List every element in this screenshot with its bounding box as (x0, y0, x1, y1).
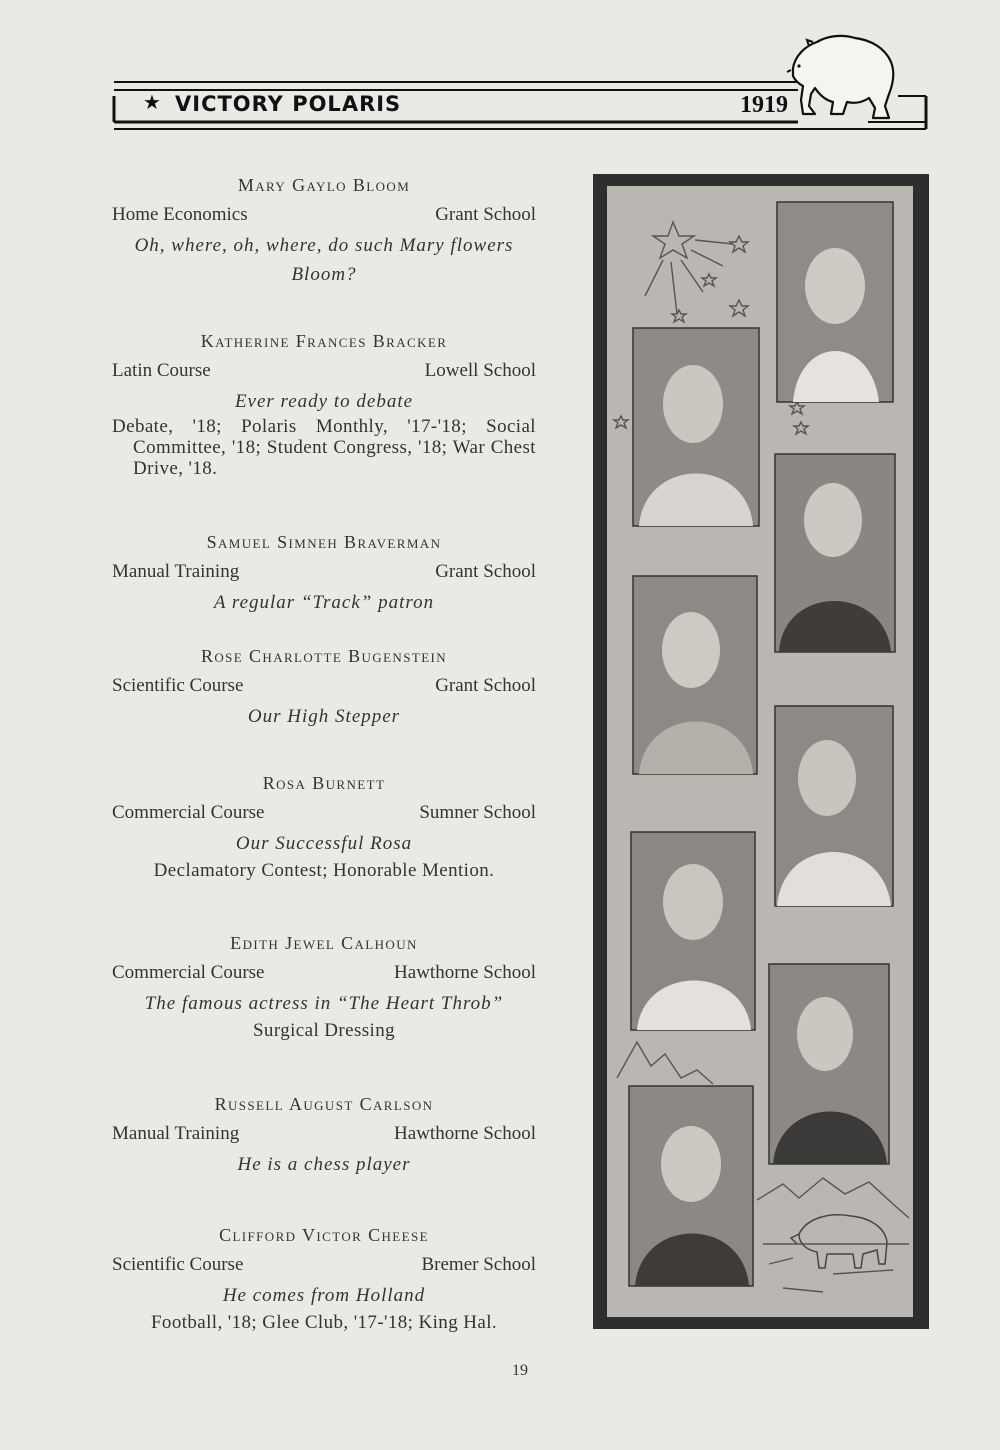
portrait-photo (631, 832, 755, 1030)
senior-entry (112, 532, 536, 617)
course-school-row (112, 802, 536, 823)
course-school-row (112, 962, 536, 983)
portrait-photo (769, 964, 889, 1164)
motto (112, 1150, 536, 1179)
course: Home Economics (112, 204, 248, 225)
activities: Debate, '18; Polaris Monthly, '17-'18; Social Committee, '18; Student Congress, '18; War Chest Drive, '18. (112, 416, 536, 479)
motto (112, 989, 536, 1018)
activities: Declamatory Contest; Honorable Mention. (153, 860, 495, 881)
school: Hawthorne School (394, 1123, 536, 1144)
portrait-photo (777, 202, 893, 402)
activities: Football, '18; Glee Club, '17-'18; King Hal. (150, 1312, 498, 1333)
motto-line: Our High Stepper (247, 706, 401, 727)
senior-name: Mary Gaylo Bloom (237, 175, 411, 195)
senior-entry (112, 1094, 536, 1179)
motto-line: Ever ready to debate (234, 391, 414, 412)
star-icon: ★ (143, 90, 161, 114)
senior-entry (112, 646, 536, 731)
portrait-photo (775, 454, 895, 652)
motto-line: He is a chess player (237, 1154, 411, 1175)
course: Manual Training (112, 561, 240, 582)
course: Latin Course (112, 360, 211, 381)
portrait-photo (629, 1086, 753, 1286)
course-school-row (112, 675, 536, 696)
motto-line: Oh, where, oh, where, do such Mary flowers (134, 235, 514, 256)
senior-name: Samuel Simneh Braverman (206, 532, 442, 552)
course: Scientific Course (112, 675, 244, 696)
school: Bremer School (421, 1254, 536, 1275)
course-school-row (112, 1254, 536, 1275)
page-number: 19 (512, 1362, 528, 1379)
course: Commercial Course (112, 962, 265, 983)
senior-name: Rose Charlotte Bugenstein (200, 646, 448, 666)
motto (112, 231, 536, 289)
motto (112, 1281, 536, 1310)
header-year: 1919 (740, 92, 788, 118)
senior-name: Clifford Victor Cheese (219, 1225, 429, 1245)
activities: Surgical Dressing (252, 1020, 396, 1041)
course: Manual Training (112, 1123, 240, 1144)
school: Lowell School (424, 360, 536, 381)
course-school-row (112, 561, 536, 582)
motto (112, 588, 536, 617)
senior-entry (112, 331, 536, 479)
school: Grant School (435, 675, 536, 696)
motto-line: Bloom? (291, 264, 357, 285)
motto (112, 829, 536, 858)
motto-line: He comes from Holland (222, 1285, 426, 1306)
motto (112, 702, 536, 731)
course-school-row (112, 1123, 536, 1144)
school: Hawthorne School (394, 962, 536, 983)
motto-line: A regular “Track” patron (213, 592, 435, 613)
portrait-photo (775, 706, 893, 906)
senior-entry (112, 933, 536, 1041)
polar-bear-icon (785, 28, 900, 123)
photo-panel (593, 174, 929, 1329)
school: Sumner School (419, 802, 536, 823)
motto-line: The famous actress in “The Heart Throb” (144, 993, 504, 1014)
course-school-row (112, 360, 536, 381)
header-title: VICTORY POLARIS (175, 92, 402, 116)
senior-name: Katherine Frances Bracker (200, 331, 448, 351)
school: Grant School (435, 204, 536, 225)
motto-line: Our Successful Rosa (235, 833, 413, 854)
portrait-photo (633, 328, 759, 526)
course: Scientific Course (112, 1254, 244, 1275)
portrait-photo (633, 576, 757, 774)
school: Grant School (435, 561, 536, 582)
senior-entry (112, 1225, 536, 1333)
course-school-row (112, 204, 536, 225)
senior-name: Edith Jewel Calhoun (230, 933, 418, 953)
senior-name: Russell August Carlson (214, 1094, 434, 1114)
motto (112, 387, 536, 416)
senior-entry (112, 773, 536, 881)
course: Commercial Course (112, 802, 265, 823)
senior-name: Rosa Burnett (262, 773, 386, 793)
senior-entry (112, 175, 536, 289)
